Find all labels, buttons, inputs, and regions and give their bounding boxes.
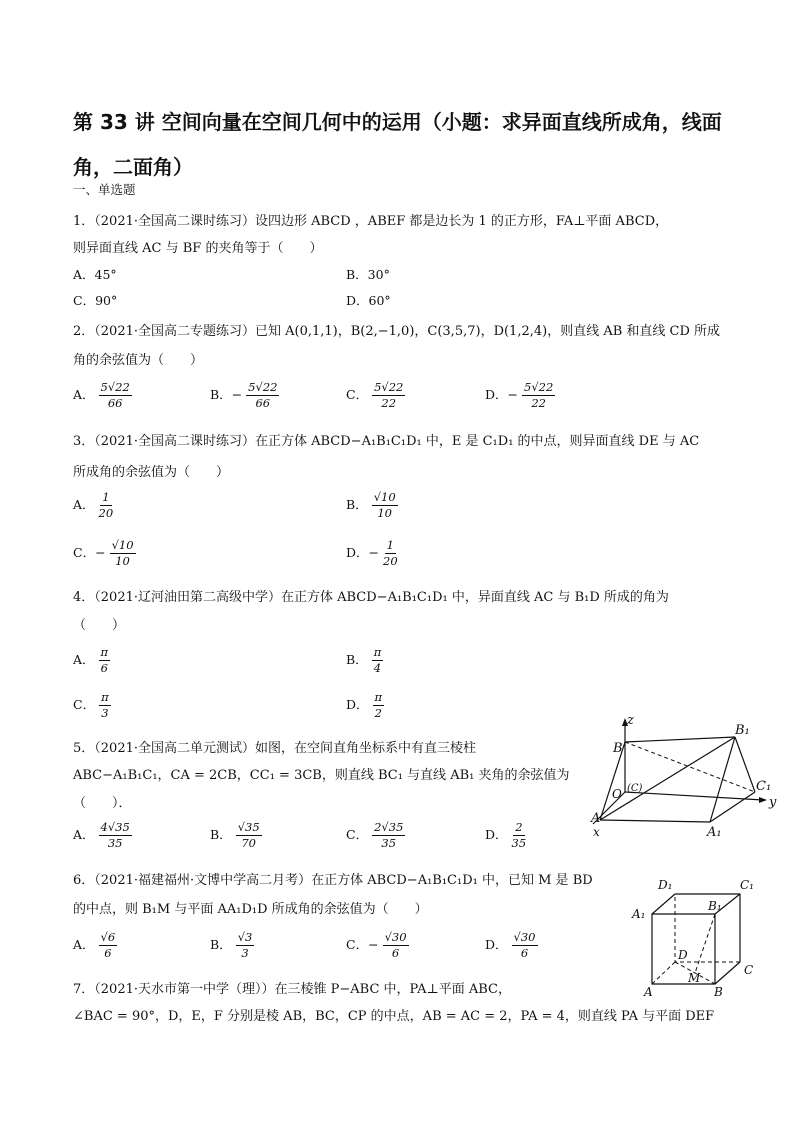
y-axis	[625, 792, 763, 800]
q1-option-b: B．30°	[346, 267, 390, 282]
section-heading: 一、单选题	[73, 182, 136, 197]
q6-stem-line2: 的中点，则 B₁M 与平面 AA₁D₁D 所成角的余弦值为（ ）	[73, 902, 428, 917]
label-b: B	[714, 985, 723, 999]
q5-stem-line2: ABC−A₁B₁C₁，CA = 2CB，CC₁ = 3CB，则直线 BC₁ 与直线 AB₁ 夹角的余弦值为	[73, 768, 570, 783]
q2-option-a: A． $\frac{5√22}{66}$	[73, 380, 130, 410]
label-b1: B₁	[735, 723, 750, 738]
page-title: 第 33 讲 空间向量在空间几何中的运用（小题：求异面直线所成角，线面角，二面角）	[73, 110, 722, 179]
q5-option-d: D． $\frac{2}{35}$	[485, 820, 527, 850]
q6-option-a: A． $\frac{√6}{6}$	[73, 930, 116, 960]
q5-option-c: C． $\frac{2√35}{35}$	[346, 820, 404, 850]
q5-option-b: B． $\frac{√35}{70}$	[210, 820, 260, 850]
label-o: O	[612, 787, 622, 801]
q1-stem-line1: 1．（2021·全国高二课时练习）设四边形 ABCD ，ABEF 都是边长为 1 的正方形，FA⊥平面 ABCD，	[73, 214, 669, 229]
q2-stem-line1: 2．（2021·全国高二专题练习）已知 A(0,1,1)，B(2,−1,0)，C(3,5,7)，D(1,2,4)，则直线 AB 和直线 CD 所成	[73, 324, 721, 339]
q4-option-a: A． $\frac{\pi}{6}$	[73, 645, 109, 675]
label-c: (C)	[627, 783, 643, 794]
q5-stem-line3: （ ）．	[73, 796, 132, 811]
label-z: z	[627, 713, 634, 728]
q6-stem-line1: 6．（2021·福建福州·文博中学高二月考）在正方体 ABCD−A₁B₁C₁D₁ 中，已知 M 是 BD	[73, 873, 593, 888]
label-a1: A₁	[707, 825, 722, 840]
q1-option-a: A．45°	[73, 267, 117, 282]
label-d: D	[678, 948, 688, 962]
q4-option-c: C． $\frac{\pi}{3}$	[73, 690, 109, 720]
q4-option-d: D． $\frac{\pi}{2}$	[346, 690, 383, 720]
q6-option-d: D． $\frac{√30}{6}$	[485, 930, 536, 960]
q4-stem-line1: 4．（2021·辽河油田第二高级中学）在正方体 ABCD−A₁B₁C₁D₁ 中，异面直线 AC 与 B₁D 所成的角为	[73, 590, 669, 605]
label-b1: B₁	[708, 899, 722, 913]
segment-b1m	[695, 914, 715, 973]
q2-option-c: C． $\frac{5√22}{22}$	[346, 380, 404, 410]
label-a1: A₁	[632, 907, 646, 921]
cube-diagram	[630, 872, 790, 1002]
edge-a1d1	[652, 894, 675, 914]
label-m: M	[688, 971, 701, 985]
edge-bb1	[625, 737, 735, 742]
label-c: C	[744, 963, 754, 977]
label-a: A	[591, 811, 601, 826]
label-c1: C₁	[740, 878, 754, 892]
label-a: A	[644, 985, 653, 999]
label-c1: C₁	[756, 779, 772, 794]
q7-stem-line1: 7．（2021·天水市第一中学（理））在三棱锥 P−ABC 中，PA⊥平面 ABC，	[73, 982, 511, 997]
edge-ad-hidden	[652, 962, 675, 984]
q2-option-d: D．− $\frac{5√22}{22}$	[485, 380, 554, 410]
q3-option-a: A． $\frac{1}{20}$	[73, 490, 114, 520]
q5-stem-line1: 5．（2021·全国高二单元测试）如图，在空间直角坐标系中有直三棱柱	[73, 741, 476, 756]
label-b: B	[613, 741, 623, 756]
q2-stem-line2: 角的余弦值为（ ）	[73, 353, 204, 368]
q3-option-b: B． $\frac{√10}{10}$	[346, 490, 396, 520]
q6-cube-figure	[630, 872, 790, 1002]
edge-a1c1	[710, 792, 755, 822]
label-d1: D₁	[658, 878, 673, 892]
q4-stem-line2: （ ）	[73, 618, 126, 633]
q3-stem-line1: 3．（2021·全国高二课时练习）在正方体 ABCD−A₁B₁C₁D₁ 中，E 是 C₁D₁ 的中点，则异面直线 DE 与 AC	[73, 434, 700, 449]
edge-bc	[715, 962, 740, 984]
label-x: x	[593, 825, 600, 839]
q6-option-b: B． $\frac{√3}{3}$	[210, 930, 253, 960]
q3-option-d: D．− $\frac{1}{20}$	[346, 538, 398, 568]
q5-option-a: A． $\frac{4√35}{35}$	[73, 820, 130, 850]
label-y: y	[769, 795, 777, 810]
segment-bc1	[625, 742, 755, 792]
q7-stem-line2: ∠BAC = 90°，D，E，F 分别是棱 AB，BC，CP 的中点，AB = AC = 2，PA = 4，则直线 PA 与平面 DEF	[73, 1009, 715, 1024]
q5-prism-figure	[585, 712, 785, 842]
edge-b1c1	[735, 737, 755, 792]
q2-option-b: B．− $\frac{5√22}{66}$	[210, 380, 278, 410]
q6-option-c: C．− $\frac{√30}{6}$	[346, 930, 407, 960]
q3-option-c: C．− $\frac{√10}{10}$	[73, 538, 134, 568]
y-arrow	[759, 797, 767, 803]
q1-stem-line2: 则异面直线 AC 与 BF 的夹角等于（ ）	[73, 241, 323, 256]
q1-option-c: C．90°	[73, 293, 118, 308]
prism-diagram	[585, 712, 785, 842]
q3-stem-line2: 所成角的余弦值为（ ）	[73, 465, 230, 480]
q4-option-b: B． $\frac{\pi}{4}$	[346, 645, 382, 675]
q1-option-d: D．60°	[346, 293, 391, 308]
edge-aa1	[600, 820, 710, 822]
